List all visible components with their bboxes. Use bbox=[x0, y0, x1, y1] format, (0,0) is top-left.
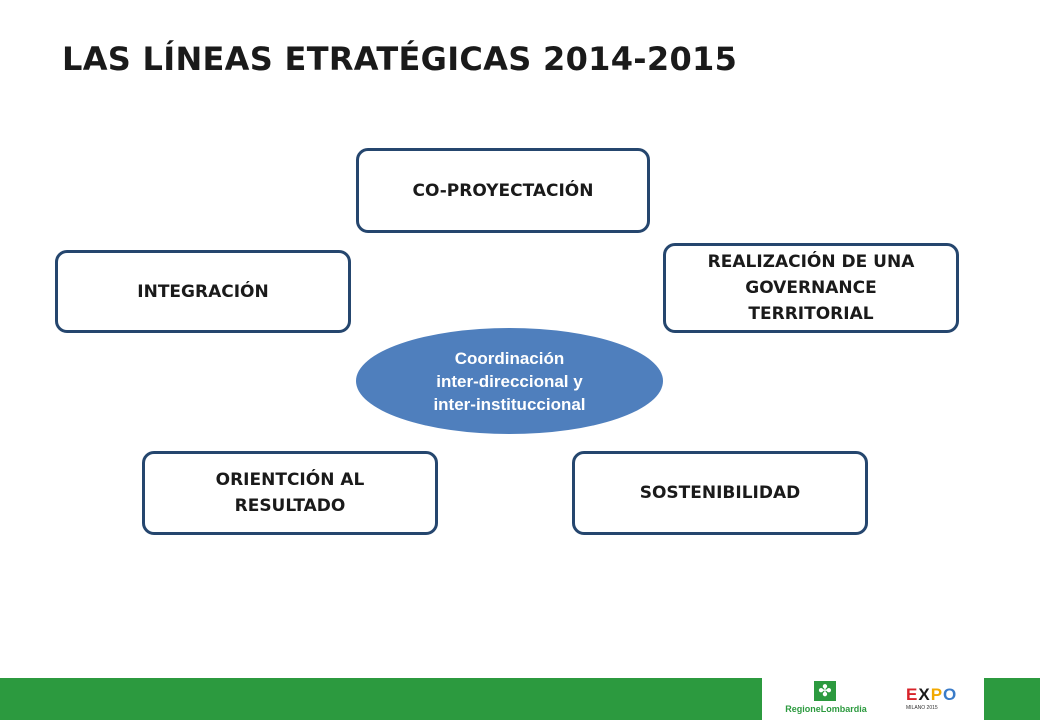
expo-letter-x: X bbox=[918, 685, 931, 704]
box-co-proyectacion: CO-PROYECTACIÓN bbox=[356, 148, 650, 233]
expo-subtitle: MILANO 2015 bbox=[906, 705, 938, 711]
regione-lombardia-label: RegioneLombardia bbox=[785, 704, 867, 714]
rosa-camuna-icon: ✤ bbox=[814, 681, 836, 701]
expo-letter-p: P bbox=[930, 685, 944, 704]
box-sostenibilidad: SOSTENIBILIDAD bbox=[572, 451, 868, 535]
center-ellipse: Coordinación inter-direccional y inter-instituccional bbox=[356, 328, 663, 434]
box-integracion: INTEGRACIÓN bbox=[55, 250, 351, 333]
regione-lombardia-logo bbox=[780, 680, 872, 718]
footer-logo-area bbox=[762, 678, 984, 720]
expo-letter-e: E bbox=[906, 685, 919, 704]
page-title: LAS LÍNEAS ETRATÉGICAS 2014-2015 bbox=[62, 40, 738, 78]
expo-logo bbox=[906, 686, 962, 716]
box-orientacion: ORIENTCIÓN AL RESULTADO bbox=[142, 451, 438, 535]
expo-letter-o: O bbox=[943, 685, 958, 704]
box-governance: REALIZACIÓN DE UNA GOVERNANCE TERRITORIAL bbox=[663, 243, 959, 333]
